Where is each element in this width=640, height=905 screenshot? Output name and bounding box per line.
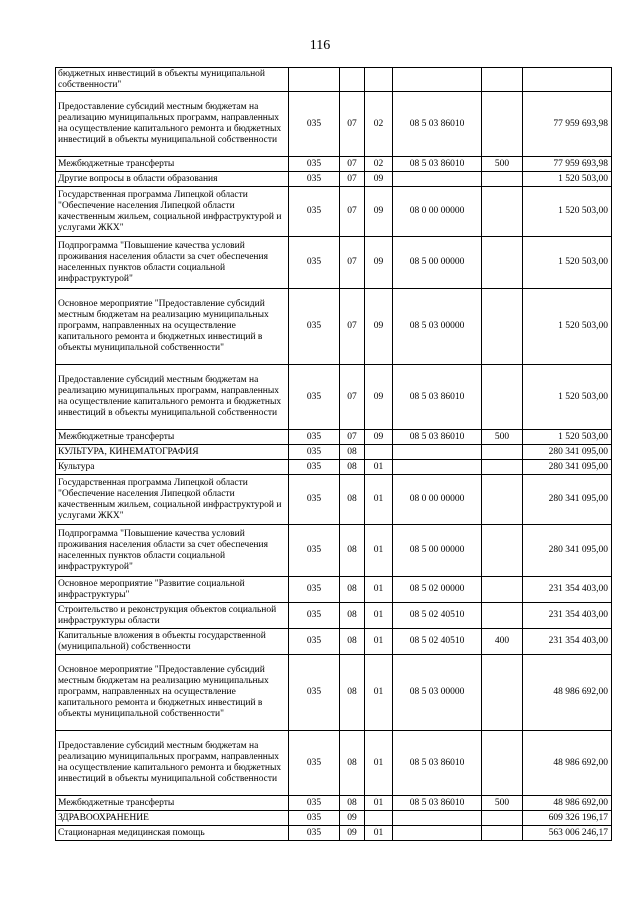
cell-ministry-code: 035 <box>289 157 340 172</box>
cell-expense-type <box>482 603 523 629</box>
cell-section: 09 <box>340 811 365 826</box>
cell-section: 08 <box>340 603 365 629</box>
table-row <box>56 796 612 811</box>
cell-target-article <box>393 460 482 475</box>
cell-amount: 280 341 095,00 <box>523 460 612 475</box>
cell-ministry-code: 035 <box>289 92 340 157</box>
cell-target-article: 08 5 02 00000 <box>393 577 482 603</box>
cell-subsection: 01 <box>365 629 393 655</box>
cell-target-article: 08 5 00 00000 <box>393 525 482 577</box>
cell-subsection: 01 <box>365 655 393 731</box>
cell-expense-type: 500 <box>482 430 523 445</box>
cell-amount: 1 520 503,00 <box>523 187 612 237</box>
cell-amount: 280 341 095,00 <box>523 475 612 525</box>
cell-expense-type <box>482 365 523 430</box>
cell-subsection: 09 <box>365 430 393 445</box>
cell-subsection: 01 <box>365 796 393 811</box>
table-row <box>56 655 612 731</box>
cell-target-article: 08 5 03 86010 <box>393 92 482 157</box>
cell-subsection: 01 <box>365 475 393 525</box>
cell-subsection: 02 <box>365 92 393 157</box>
cell-name: ЗДРАВООХРАНЕНИЕ <box>56 811 289 826</box>
cell-amount: 1 520 503,00 <box>523 365 612 430</box>
table-row <box>56 811 612 826</box>
cell-subsection: 09 <box>365 289 393 365</box>
cell-expense-type <box>482 577 523 603</box>
cell-expense-type <box>482 289 523 365</box>
cell-section: 07 <box>340 289 365 365</box>
cell-name: Предоставление субсидий местным бюджетам на реализацию муниципальных программ, направленных на осуществление капитального ремонта и бюджетных инвестиций в объекты муниципальной собственности <box>56 731 289 796</box>
cell-subsection: 09 <box>365 365 393 430</box>
cell-expense-type <box>482 460 523 475</box>
cell-ministry-code: 035 <box>289 237 340 289</box>
cell-expense-type <box>482 525 523 577</box>
budget-table <box>55 67 612 841</box>
cell-amount: 231 354 403,00 <box>523 577 612 603</box>
table-body <box>56 68 612 841</box>
page-number: 116 <box>309 38 331 53</box>
cell-expense-type <box>482 826 523 841</box>
cell-section: 08 <box>340 796 365 811</box>
cell-subsection <box>365 811 393 826</box>
cell-name: Строительство и реконструкция объектов социальной инфраструктуры области <box>56 603 289 629</box>
cell-subsection: 09 <box>365 237 393 289</box>
cell-expense-type <box>482 172 523 187</box>
cell-target-article: 08 5 03 86010 <box>393 157 482 172</box>
cell-amount: 48 986 692,00 <box>523 731 612 796</box>
table-row <box>56 237 612 289</box>
cell-target-article: 08 5 03 86010 <box>393 731 482 796</box>
cell-section: 07 <box>340 430 365 445</box>
cell-expense-type <box>482 475 523 525</box>
cell-subsection: 02 <box>365 157 393 172</box>
cell-amount <box>523 68 612 92</box>
cell-name: бюджетных инвестиций в объекты муниципальной собственности" <box>56 68 289 92</box>
table-row <box>56 731 612 796</box>
cell-amount: 609 326 196,17 <box>523 811 612 826</box>
cell-target-article: 08 5 02 40510 <box>393 629 482 655</box>
cell-ministry-code: 035 <box>289 365 340 430</box>
cell-amount: 563 006 246,17 <box>523 826 612 841</box>
cell-ministry-code <box>289 68 340 92</box>
cell-amount: 48 986 692,00 <box>523 655 612 731</box>
cell-target-article <box>393 811 482 826</box>
cell-subsection: 01 <box>365 603 393 629</box>
cell-expense-type <box>482 237 523 289</box>
cell-name: Межбюджетные трансферты <box>56 430 289 445</box>
cell-amount: 1 520 503,00 <box>523 172 612 187</box>
cell-subsection: 01 <box>365 525 393 577</box>
table-row <box>56 365 612 430</box>
cell-ministry-code: 035 <box>289 655 340 731</box>
cell-target-article <box>393 445 482 460</box>
table-row <box>56 460 612 475</box>
table-row <box>56 475 612 525</box>
cell-ministry-code: 035 <box>289 796 340 811</box>
cell-ministry-code: 035 <box>289 525 340 577</box>
cell-subsection: 01 <box>365 731 393 796</box>
cell-expense-type <box>482 92 523 157</box>
cell-section: 08 <box>340 460 365 475</box>
cell-name: Основное мероприятие "Развитие социальной инфраструктуры" <box>56 577 289 603</box>
cell-section: 08 <box>340 655 365 731</box>
table-row <box>56 430 612 445</box>
table-row <box>56 92 612 157</box>
cell-amount: 280 341 095,00 <box>523 445 612 460</box>
cell-ministry-code: 035 <box>289 430 340 445</box>
cell-expense-type <box>482 187 523 237</box>
cell-name: Стационарная медицинская помощь <box>56 826 289 841</box>
cell-target-article: 08 5 00 00000 <box>393 237 482 289</box>
cell-ministry-code: 035 <box>289 826 340 841</box>
cell-amount: 77 959 693,98 <box>523 157 612 172</box>
cell-expense-type <box>482 68 523 92</box>
cell-name: Предоставление субсидий местным бюджетам на реализацию муниципальных программ, направленных на осуществление капитального ремонта и бюджетных инвестиций в объекты муниципальной собственности <box>56 365 289 430</box>
table-row <box>56 157 612 172</box>
cell-section: 08 <box>340 731 365 796</box>
cell-section: 09 <box>340 826 365 841</box>
cell-expense-type <box>482 731 523 796</box>
cell-ministry-code: 035 <box>289 731 340 796</box>
cell-ministry-code: 035 <box>289 172 340 187</box>
cell-ministry-code: 035 <box>289 603 340 629</box>
cell-expense-type <box>482 655 523 731</box>
cell-target-article: 08 5 02 40510 <box>393 603 482 629</box>
cell-target-article: 08 0 00 00000 <box>393 475 482 525</box>
cell-section: 08 <box>340 445 365 460</box>
cell-ministry-code: 035 <box>289 629 340 655</box>
table-row <box>56 525 612 577</box>
cell-target-article: 08 5 03 86010 <box>393 430 482 445</box>
cell-section: 08 <box>340 629 365 655</box>
cell-name: Межбюджетные трансферты <box>56 157 289 172</box>
cell-name: Межбюджетные трансферты <box>56 796 289 811</box>
cell-section <box>340 68 365 92</box>
cell-amount: 48 986 692,00 <box>523 796 612 811</box>
cell-section: 07 <box>340 172 365 187</box>
table-row <box>56 577 612 603</box>
cell-section: 07 <box>340 92 365 157</box>
cell-section: 07 <box>340 237 365 289</box>
cell-name: Подпрограмма "Повышение качества условий проживания населения области за счет обеспечения населенных пунктов области социальной инфраструктурой" <box>56 237 289 289</box>
cell-subsection: 09 <box>365 172 393 187</box>
cell-expense-type: 500 <box>482 796 523 811</box>
cell-amount: 231 354 403,00 <box>523 629 612 655</box>
cell-ministry-code: 035 <box>289 187 340 237</box>
cell-subsection: 09 <box>365 187 393 237</box>
cell-name: Другие вопросы в области образования <box>56 172 289 187</box>
cell-subsection <box>365 68 393 92</box>
cell-section: 07 <box>340 157 365 172</box>
cell-section: 08 <box>340 577 365 603</box>
cell-expense-type: 500 <box>482 157 523 172</box>
cell-target-article: 08 5 03 00000 <box>393 289 482 365</box>
table-row <box>56 172 612 187</box>
cell-subsection <box>365 445 393 460</box>
cell-target-article <box>393 68 482 92</box>
cell-section: 07 <box>340 187 365 237</box>
cell-expense-type <box>482 445 523 460</box>
cell-section: 07 <box>340 365 365 430</box>
cell-name: Культура <box>56 460 289 475</box>
table-row <box>56 289 612 365</box>
cell-expense-type: 400 <box>482 629 523 655</box>
cell-ministry-code: 035 <box>289 460 340 475</box>
cell-name: Капитальные вложения в объекты государственной (муниципальной) собственности <box>56 629 289 655</box>
cell-target-article: 08 5 03 00000 <box>393 655 482 731</box>
cell-target-article <box>393 826 482 841</box>
cell-name: Государственная программа Липецкой области "Обеспечение населения Липецкой области качественным жильем, социальной инфраструктурой и услугами ЖКХ" <box>56 187 289 237</box>
cell-amount: 1 520 503,00 <box>523 430 612 445</box>
cell-name: Основное мероприятие "Предоставление субсидий местным бюджетам на реализацию муниципальных программ, направленных на осуществление капитального ремонта и бюджетных инвестиций в объекты муниципальной собственности" <box>56 289 289 365</box>
cell-subsection: 01 <box>365 826 393 841</box>
cell-section: 08 <box>340 475 365 525</box>
cell-ministry-code: 035 <box>289 811 340 826</box>
cell-amount: 77 959 693,98 <box>523 92 612 157</box>
cell-subsection: 01 <box>365 460 393 475</box>
cell-amount: 231 354 403,00 <box>523 603 612 629</box>
cell-amount: 280 341 095,00 <box>523 525 612 577</box>
cell-name: Основное мероприятие "Предоставление субсидий местным бюджетам на реализацию муниципальных программ, направленных на осуществление капитального ремонта и бюджетных инвестиций в объекты муниципальной собственности" <box>56 655 289 731</box>
cell-ministry-code: 035 <box>289 577 340 603</box>
table-row <box>56 445 612 460</box>
table-row <box>56 603 612 629</box>
cell-subsection: 01 <box>365 577 393 603</box>
cell-target-article: 08 5 03 86010 <box>393 365 482 430</box>
cell-target-article <box>393 172 482 187</box>
table-row <box>56 187 612 237</box>
table-row <box>56 68 612 92</box>
cell-target-article: 08 0 00 00000 <box>393 187 482 237</box>
cell-target-article: 08 5 03 86010 <box>393 796 482 811</box>
cell-amount: 1 520 503,00 <box>523 289 612 365</box>
cell-name: Государственная программа Липецкой области "Обеспечение населения Липецкой области качественным жильем, социальной инфраструктурой и услугами ЖКХ" <box>56 475 289 525</box>
cell-amount: 1 520 503,00 <box>523 237 612 289</box>
table-row <box>56 826 612 841</box>
cell-ministry-code: 035 <box>289 445 340 460</box>
cell-ministry-code: 035 <box>289 475 340 525</box>
cell-name: Предоставление субсидий местным бюджетам на реализацию муниципальных программ, направленных на осуществление капитального ремонта и бюджетных инвестиций в объекты муниципальной собственности <box>56 92 289 157</box>
cell-ministry-code: 035 <box>289 289 340 365</box>
cell-name: КУЛЬТУРА, КИНЕМАТОГРАФИЯ <box>56 445 289 460</box>
cell-name: Подпрограмма "Повышение качества условий проживания населения области за счет обеспечения населенных пунктов области социальной инфраструктурой" <box>56 525 289 577</box>
cell-expense-type <box>482 811 523 826</box>
table-row <box>56 629 612 655</box>
cell-section: 08 <box>340 525 365 577</box>
